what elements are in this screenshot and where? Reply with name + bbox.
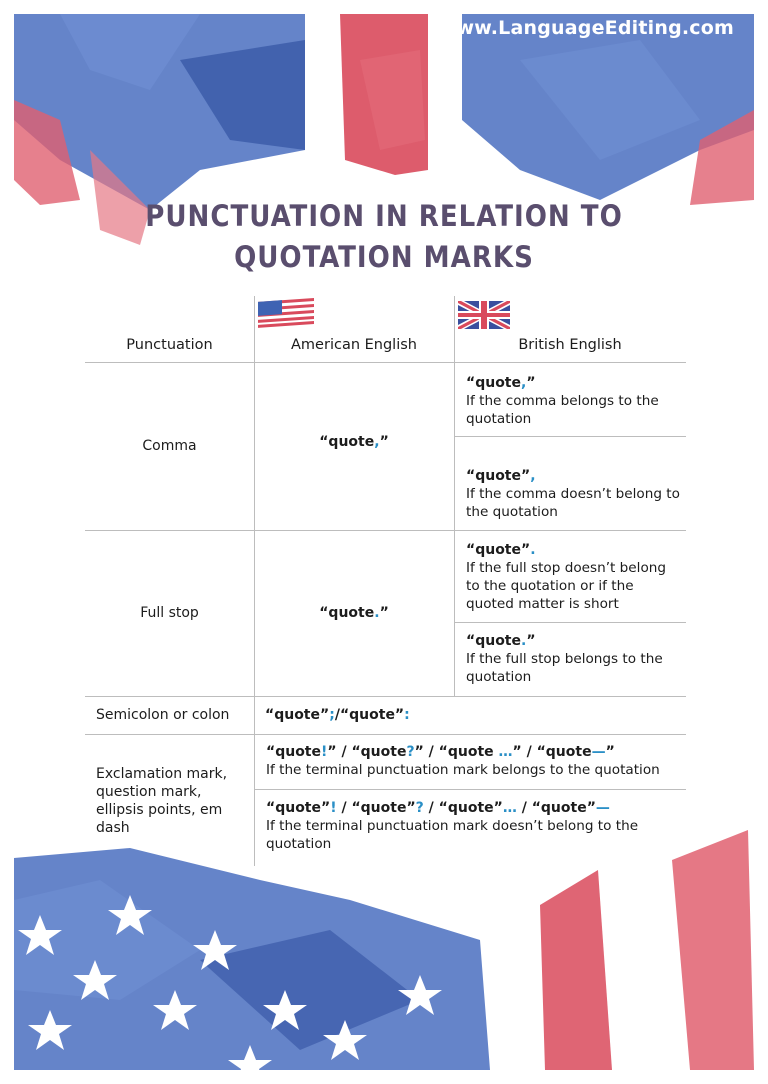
header-punctuation: Punctuation (126, 337, 213, 353)
full-stop-american-example: “quote . ” (319, 605, 389, 621)
row-label-comma: Comma (142, 438, 197, 454)
full-stop-british-inside: “quote.” If the full stop belongs to the quotation (466, 632, 681, 686)
full-stop-british-inside-desc: If the full stop belongs to the quotation (466, 651, 663, 685)
full-stop-british-outside-desc: If the full stop doesn’t belong to the quotation or if the quoted matter is short (466, 560, 667, 612)
comma-british-outside-desc: If the comma doesn’t belong to the quotation (466, 486, 680, 520)
comma-british-inside-desc: If the comma belongs to the quotation (466, 393, 659, 427)
row-label-exclamation-group: Exclamation mark, question mark, ellipsis points, em dash (96, 766, 228, 836)
comma-american-example: “quote , ” (319, 434, 389, 450)
exclamation-outside-desc: If the terminal punctuation mark doesn’t belong to the quotation (266, 818, 639, 852)
title-line-2: QUOTATION MARKS (234, 240, 534, 274)
full-stop-british-outside: “quote”. If the full stop doesn’t belong to the quotation or if the quoted matter is short (466, 541, 681, 613)
site-url[interactable]: www.LanguageEditing.com (438, 17, 734, 39)
punctuation-table (85, 296, 686, 866)
title-line-1: PUNCTUATION IN RELATION TO (145, 199, 623, 233)
header-british-english: British English (518, 337, 622, 353)
header-american-english: American English (291, 337, 417, 353)
exclamation-inside-desc: If the terminal punctuation mark belongs to the quotation (266, 762, 660, 778)
comma-british-inside: “quote,” If the comma belongs to the quotation (466, 374, 681, 428)
page-title (0, 196, 768, 278)
row-label-semicolon-colon: Semicolon or colon (96, 707, 230, 723)
exclamation-outside-example: “quote”! / “quote”? / “quote”… / “quote”— If the terminal punctuation mark doesn’t belong to the quotation (266, 799, 681, 853)
row-label-full-stop: Full stop (140, 605, 199, 621)
exclamation-inside-example: “quote!” / “quote?” / “quote …” / “quote—” If the terminal punctuation mark belongs to the quotation (266, 743, 681, 779)
comma-british-outside: “quote”, If the comma doesn’t belong to the quotation (466, 468, 680, 520)
semicolon-colon-example: “quote” ; / “quote” : (265, 707, 410, 723)
